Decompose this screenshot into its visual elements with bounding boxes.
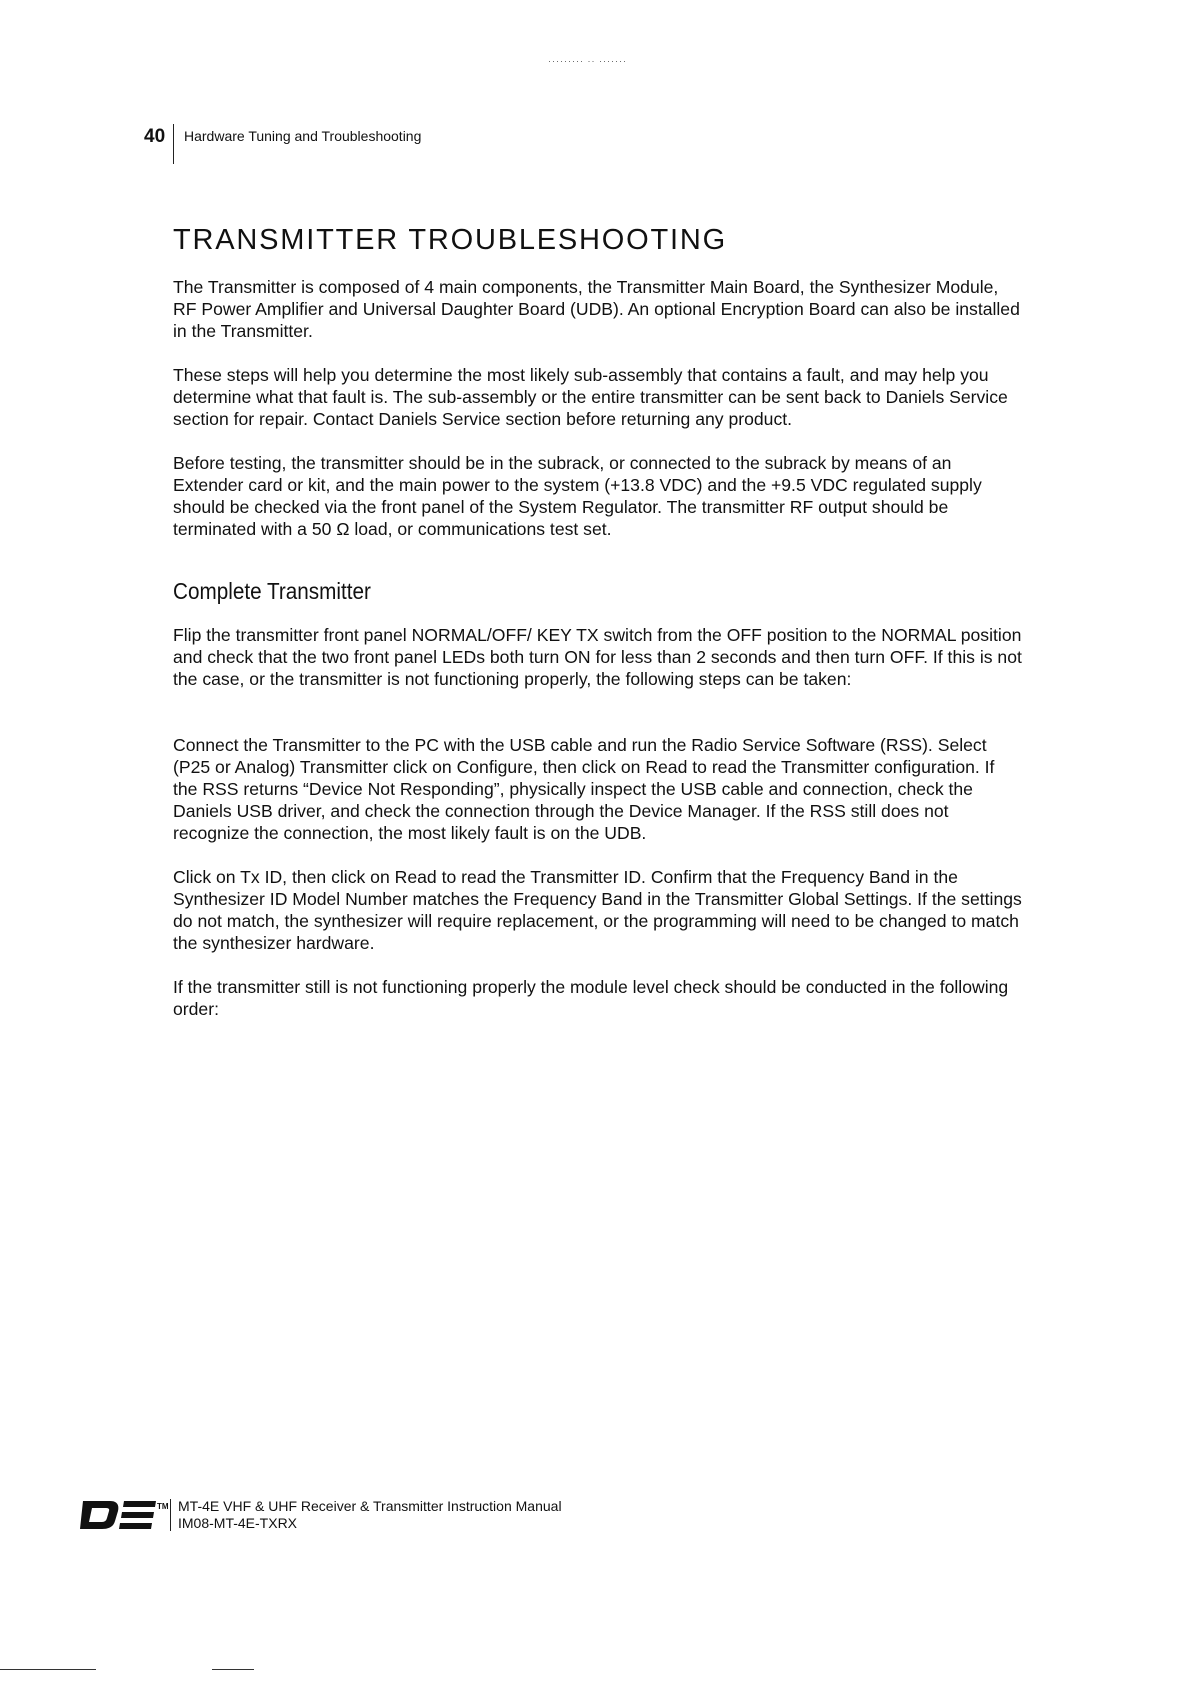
document-id: IM08-MT-4E-TXRX [178, 1515, 298, 1531]
page-number: 40 [144, 126, 166, 147]
subsection-title: Complete Transmitter [173, 578, 371, 604]
intro-paragraph-components: The Transmitter is composed of 4 main components, the Transmitter Main Board, the Synthesizer Module, RF Power Amplifier and Universal Daughter Board (UDB). An optional Encryption Board can also be installed in the Transmitter. [173, 277, 1020, 341]
running-title: Hardware Tuning and Troubleshooting [184, 128, 422, 144]
manual-title: MT-4E VHF & UHF Receiver & Transmitter Instruction Manual [178, 1498, 562, 1514]
scan-artifact-text: ········· ·· ······· [548, 56, 627, 66]
footer-divider [170, 1499, 171, 1531]
paragraph-connect-usb: Connect the Transmitter to the PC with the USB cable and run the Radio Service Software (RSS). Select (P25 or Analog) Transmitter click on Configure, then click on Read to read the Transmitter configuration. If the RSS returns “Device Not Responding”, physically inspect the USB cable and connection, check the Daniels USB driver, and check the connection through the Device Manager. If the RSS still does not recognize the connection, the most likely fault is on the UDB. [173, 735, 995, 843]
scan-edge-line-left [0, 1669, 96, 1670]
section-title: TRANSMITTER TROUBLESHOOTING [173, 224, 727, 256]
trademark-mark: TM [157, 1502, 169, 1511]
scan-edge-line-right [212, 1669, 254, 1670]
header-divider [173, 124, 174, 164]
paragraph-flip-switch: Flip the transmitter front panel NORMAL/OFF/ KEY TX switch from the OFF position to the NORMAL position and check that the two front panel LEDs both turn ON for less than 2 seconds and then turn OFF. If this is not the case, or the transmitter is not functioning properly, the following steps can be taken: [173, 625, 1022, 689]
paragraph-tx-id: Click on Tx ID, then click on Read to read the Transmitter ID. Confirm that the Frequency Band in the Synthesizer ID Model Number matches the Frequency Band in the Transmitter Global Settings. If the settings do not match, the synthesizer will require replacement, or the programming will need to be changed to match the synthesizer hardware. [173, 867, 1022, 953]
daniels-logo [80, 1499, 170, 1531]
paragraph-module-check: If the transmitter still is not functioning properly the module level check should be conducted in the following order: [173, 977, 1009, 1019]
intro-paragraph-steps: These steps will help you determine the most likely sub-assembly that contains a fault, and may help you determine what that fault is. The sub-assembly or the entire transmitter can be sent back to Daniels Service section for repair. Contact Daniels Service section before returning any product. [173, 365, 1008, 429]
intro-paragraph-before-testing: Before testing, the transmitter should be in the subrack, or connected to the subrack by means of an Extender card or kit, and the main power to the system (+13.8 VDC) and the +9.5 VDC regulated supply should be checked via the front panel of the System Regulator. The transmitter RF output should be terminated with a 50 Ω load, or communications test set. [173, 453, 982, 539]
